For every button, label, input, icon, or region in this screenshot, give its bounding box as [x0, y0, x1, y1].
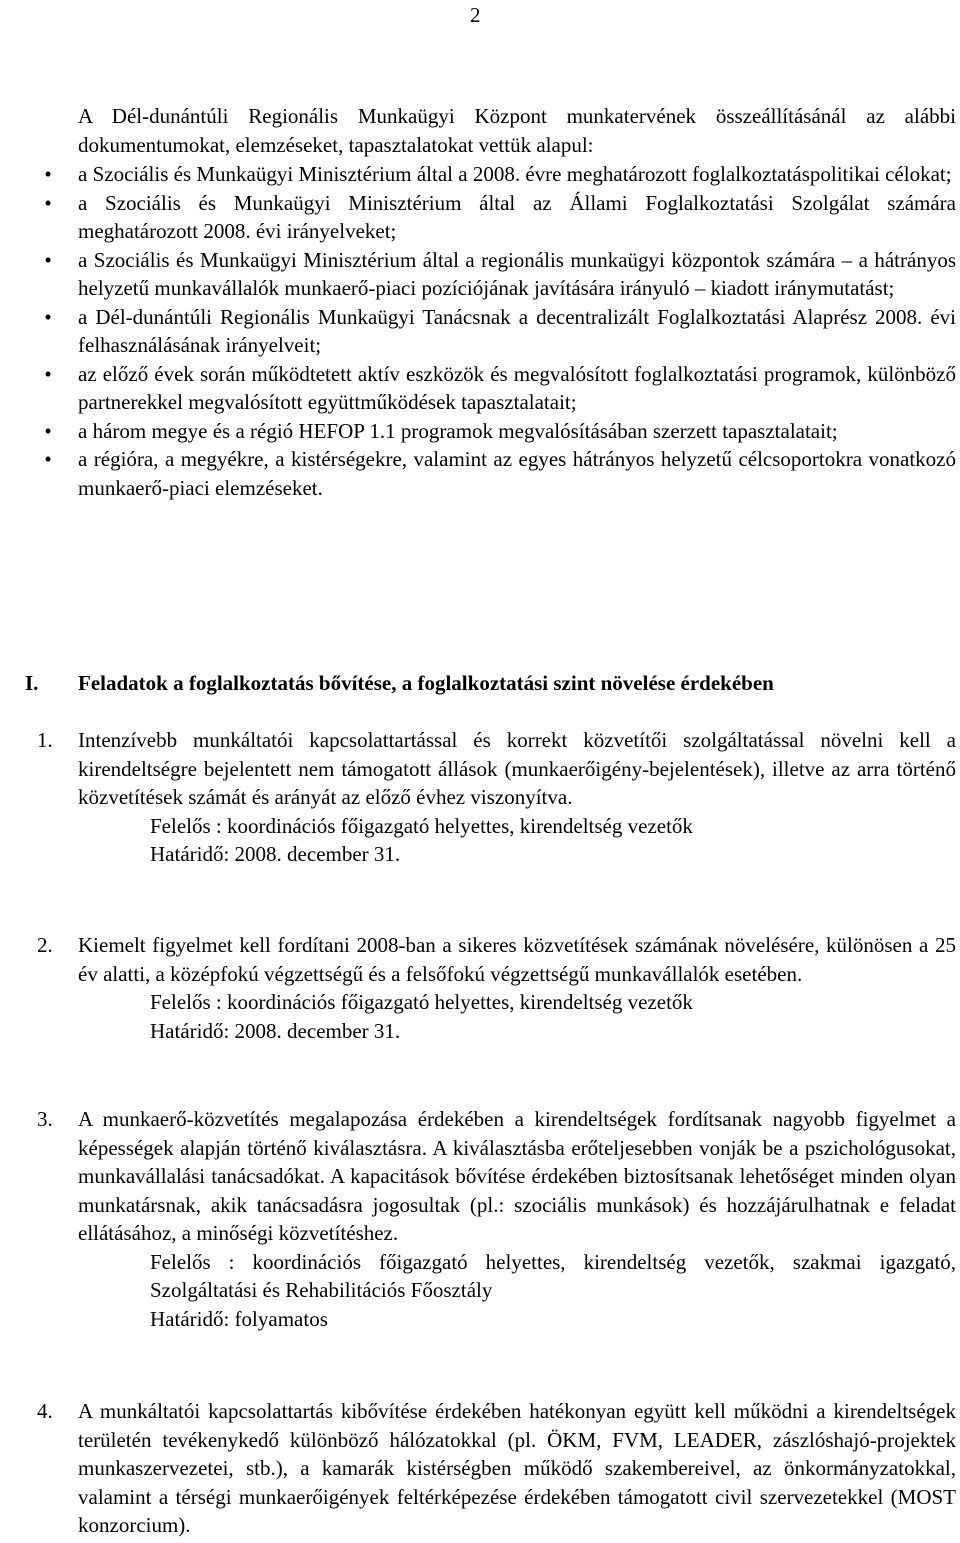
task-number: 3.	[37, 1107, 53, 1131]
task-text: A munkaerő-közvetítés megalapozása érdekében a kirendeltségek fordítsanak nagyobb figyelmet a képességek alapján történő kiválasztásra. A kiválasztásba erőteljesebben vonják be a pszichológusokat, munkavállalási tanácsadókat. A kapacitások bővítése érdekében biztosítsanak lehetőséget minden olyan munkatársnak, akik tanácsadásra jogosultak (pl.: szociális munkások) és hozzájárulhatnak e feladat ellátásához, a minőségi közvetítéshez.	[78, 1107, 956, 1245]
list-item-text: a Szociális és Munkaügyi Minisztérium által az Állami Foglalkoztatási Szolgálat számára meghatározott 2008. évi irányelveket;	[78, 190, 956, 243]
task-text: Kiemelt figyelmet kell fordítani 2008-ban a sikeres közvetítések számának növelésére, különösen a 25 év alatti, a középfokú végzettségű és a felsőfokú végzettségű munkavállalók esetében.	[78, 933, 956, 986]
task-deadline: Határidő: 2008. december 31.	[150, 1018, 401, 1043]
list-item	[0, 246, 956, 303]
list-item	[0, 417, 956, 446]
task-responsible: Felelős : koordinációs főigazgató helyettes, kirendeltség vezetők, szakmai igazgató, Szolgáltatási és Rehabilitációs Főosztály	[150, 1249, 956, 1302]
bullet-icon: •	[44, 162, 52, 186]
task-text: Intenzívebb munkáltatói kapcsolattartással és korrekt közvetítői szolgáltatással növelni kell a kirendeltségre bejelentett nem támogatott állások (munkaerőigény-bejelentések), illetve az arra történő közvetítések számát és arányát az előző évhez viszonyítva.	[78, 728, 956, 809]
list-item-text: a Szociális és Munkaügyi Minisztérium által a regionális munkaügyi központok számára – a hátrányos helyzetű munkavállalók munkaerő-piaci pozíciójának javítására irányuló – kiadott iránymutatást;	[78, 247, 956, 300]
source-document-list	[0, 160, 960, 502]
task-deadline: Határidő: 2008. december 31.	[150, 842, 401, 866]
bullet-icon: •	[44, 418, 52, 443]
list-item	[0, 445, 956, 502]
section-title: Feladatok a foglalkoztatás bővítése, a foglalkoztatási szint növelése érdekében	[78, 671, 774, 695]
list-item-text: a három megye és a régió HEFOP 1.1 programok megvalósításában szerzett tapasztalatait;	[78, 418, 838, 443]
task-item-3	[0, 1105, 960, 1333]
bullet-icon: •	[44, 247, 52, 272]
task-number: 1.	[37, 728, 53, 752]
list-item-text: a Dél-dunántúli Regionális Munkaügyi Tanácsnak a decentralizált Foglalkoztatási Alaprész 2008. évi felhasználásának irányelveit;	[78, 304, 956, 357]
page-number: 2	[470, 3, 481, 27]
task-number: 4.	[37, 1399, 53, 1423]
task-responsible: Felelős : koordinációs főigazgató helyettes, kirendeltség vezetők	[150, 813, 693, 838]
section-number: I.	[25, 671, 39, 695]
task-number: 2.	[37, 933, 53, 957]
intro-paragraph: A Dél-dunántúli Regionális Munkaügyi Központ munkatervének összeállításánál az alábbi dokumentumokat, elemzéseket, tapasztalatokat vettük alapul:	[78, 104, 956, 157]
task-responsible: Felelős : koordinációs főigazgató helyettes, kirendeltség vezetők	[150, 990, 693, 1014]
list-item	[0, 303, 956, 360]
list-item	[0, 160, 956, 189]
task-item-1	[0, 726, 960, 869]
bullet-icon: •	[44, 447, 52, 471]
list-item	[0, 360, 956, 417]
list-item-text: a Szociális és Munkaügyi Minisztérium által a 2008. évre meghatározott foglalkoztatáspolitikai célokat;	[78, 162, 952, 186]
bullet-icon: •	[44, 361, 52, 386]
list-item-text: a régióra, a megyékre, a kistérségekre, valamint az egyes hátrányos helyzetű célcsoportokra vonatkozó munkaerő-piaci elemzéseket.	[78, 447, 956, 500]
list-item	[0, 189, 956, 246]
list-item-text: az előző évek során működtetett aktív eszközök és megvalósított foglalkoztatási programok, különböző partnerekkel megvalósított együttműködések tapasztalatait;	[78, 361, 956, 414]
bullet-icon: •	[44, 190, 52, 215]
task-deadline: Határidő: folyamatos	[150, 1306, 328, 1331]
task-item-2	[0, 931, 960, 1045]
task-item-4	[0, 1397, 960, 1540]
task-text: A munkáltatói kapcsolattartás kibővítése érdekében hatékonyan együtt kell működni a kirendeltségek területén tevékenykedő különböző hálózatokkal (pl. ÖKM, FVM, LEADER, zászlóshajó-projektek munkaszervezetei, stb.), a kamarák kistérségben működő szakembereivel, az önkormányzatokkal, valamint a térségi munkaerőigények feltérképezése érdekében támogatott civil szervezetekkel (MOST konzorcium).	[78, 1399, 956, 1537]
section-heading	[25, 668, 774, 698]
bullet-icon: •	[44, 304, 52, 329]
